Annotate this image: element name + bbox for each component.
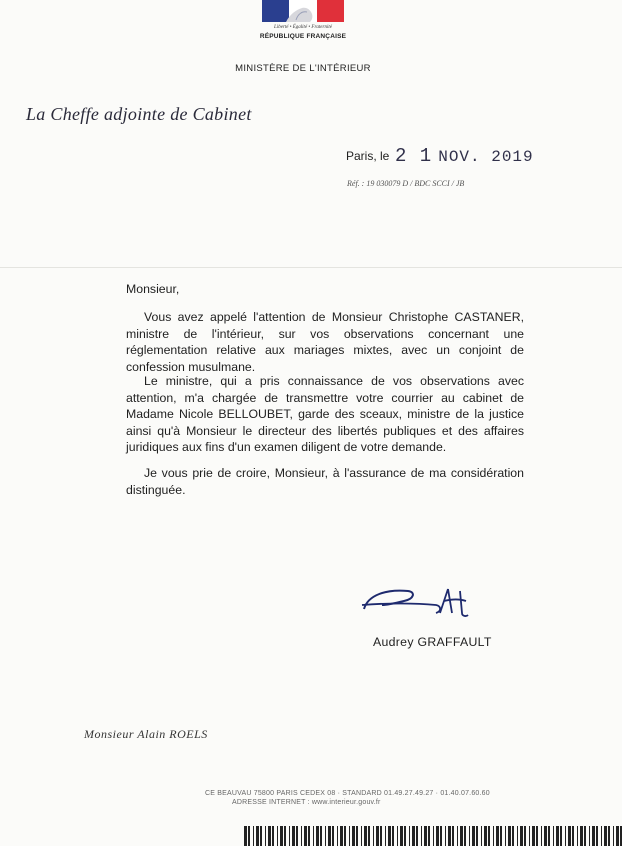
signer-name: Audrey GRAFFAULT: [373, 635, 492, 649]
letter-paragraph-1: [126, 309, 524, 375]
republic-name: RÉPUBLIQUE FRANÇAISE: [259, 33, 347, 40]
date-stamp-month-year: NOV. 2019: [438, 148, 534, 166]
paragraph-text: Vous avez appelé l'attention de Monsieur Christophe CASTANER, ministre de l'intérieur, sur vos observations concernant une réglementation relative aux mariages mixtes, avec un conjoint de confession musulmane.: [126, 310, 524, 374]
ministry-name: MINISTÈRE DE L'INTÉRIEUR: [235, 63, 371, 74]
barcode: [244, 826, 622, 846]
addressee: Monsieur Alain ROELS: [84, 727, 208, 741]
date-stamp-day: 2 1: [395, 145, 433, 167]
footer-address: CE BEAUVAU 75800 PARIS CEDEX 08 · STANDARD 01.49.27.49.27 · 01.40.07.60.60: [205, 790, 490, 797]
reference-number: Réf. : 19 030079 D / BDC SCCI / JB: [347, 179, 465, 188]
date-stamp: [395, 145, 534, 167]
sender-title: La Cheffe adjointe de Cabinet: [26, 104, 252, 124]
footer-website: ADRESSE INTERNET : www.interieur.gouv.fr: [232, 799, 381, 806]
date-place: Paris, le: [346, 149, 390, 163]
fold-line: [0, 267, 622, 268]
marianne-logo-icon: [262, 0, 344, 22]
paragraph-text: Le ministre, qui a pris connaissance de vos observations avec attention, m'a chargée de transmettre votre courrier au cabinet de Madame Nicole BELLOUBET, garde des sceaux, ministre de la justice ainsi qu'à Monsieur le directeur des libertés publiques et des affaires juridiques aux fins d'un examen diligent de votre demande.: [126, 374, 524, 454]
letter-paragraph-3: [126, 465, 524, 498]
salutation: Monsieur,: [126, 282, 180, 296]
letter-paragraph-2: [126, 373, 524, 456]
paragraph-text: Je vous prie de croire, Monsieur, à l'assurance de ma considération distinguée.: [126, 466, 524, 497]
handwritten-signature-icon: [356, 583, 496, 623]
republic-motto: Liberté • Égalité • Fraternité: [274, 25, 332, 30]
republic-logo: [258, 0, 348, 46]
